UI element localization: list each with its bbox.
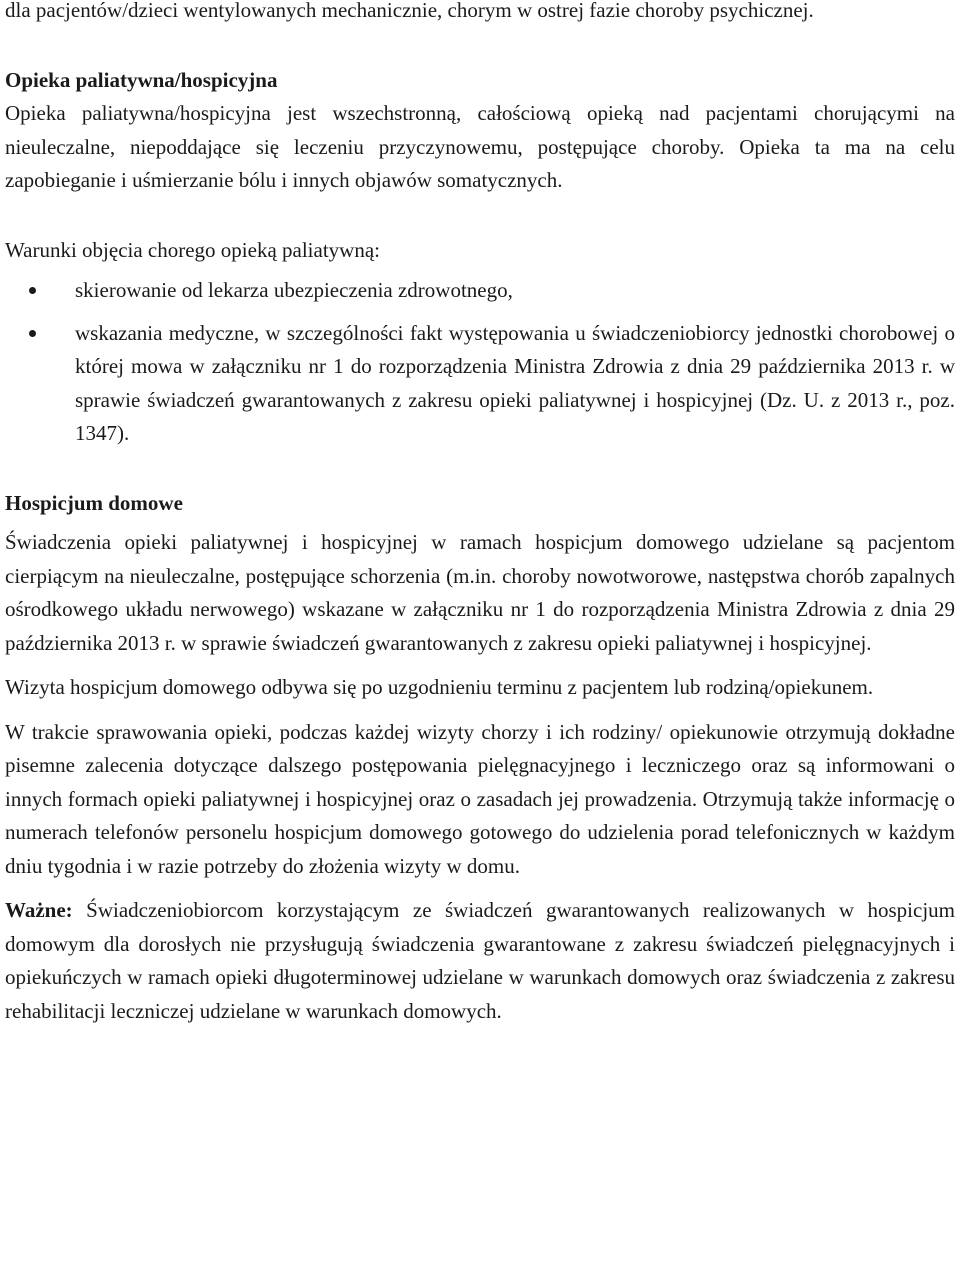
- palliative-heading: Opieka paliatywna/hospicyjna: [5, 67, 278, 92]
- document-page: [5, 0, 955, 1028]
- home-hospice-paragraph-2: Wizyta hospicjum domowego odbywa się po uzgodnieniu terminu z pacjentem lub rodziną/opiekunem.: [5, 675, 874, 699]
- home-hospice-paragraph-3: W trakcie sprawowania opieki, podczas każdej wizyty chorzy i ich rodziny/ opiekunowie otrzymują dokładne pisemne zalecenia dotyczące dalszego postępowania pielęgnacyjnego i leczniczego oraz są informowani o innych formach opieki paliatywnej i hospicyjnej oraz o zasadach jej prowadzenia. Otrzymują także informację o numerach telefonów personelu hospicjum domowego gotowego do udzielenia porad telefonicznych w każdym dniu tygodnia i w razie potrzeby do złożenia wizyty w domu.: [5, 719, 955, 878]
- important-note: [5, 894, 955, 1028]
- list-item: [5, 317, 955, 451]
- important-label: Ważne:: [5, 898, 73, 922]
- bullet-icon: [29, 287, 36, 294]
- palliative-paragraph: Opieka paliatywna/hospicyjna jest wszechstronną, całościową opieką nad pacjentami chorującymi na nieuleczalne, niepoddające się leczeniu przyczynowemu, postępujące choroby. Opieka ta ma na celu zapobieganie i uśmierzanie bólu i innych objawów somatycznych.: [5, 101, 955, 192]
- conditions-list: [5, 274, 955, 451]
- bullet-icon: [29, 330, 36, 337]
- intro-fragment: dla pacjentów/dzieci wentylowanych mechanicznie, chorym w ostrej fazie choroby psychicznej.: [5, 0, 814, 22]
- important-text: Świadczeniobiorcom korzystającym ze świadczeń gwarantowanych realizowanych w hospicjum domowym dla dorosłych nie przysługują świadczenia gwarantowane z zakresu świadczeń pielęgnacyjnych i opiekuńczych w ramach opieki długoterminowej udzielane w warunkach domowych oraz świadczenia z zakresu rehabilitacji leczniczej udzielane w warunkach domowych.: [5, 898, 955, 1023]
- home-hospice-paragraph-1: Świadczenia opieki paliatywnej i hospicyjnej w ramach hospicjum domowego udzielane są pacjentom cierpiącym na nieuleczalne, postępujące schorzenia (m.in. choroby nowotworowe, następstwa chorób zapalnych ośrodkowego układu nerwowego) wskazane w załączniku nr 1 do rozporządzenia Ministra Zdrowia z dnia 29 października 2013 r. w sprawie świadczeń gwarantowanych z zakresu opieki paliatywnej i hospicyjnej.: [5, 530, 955, 655]
- list-item: [5, 274, 955, 308]
- home-hospice-heading: Hospicjum domowe: [5, 490, 183, 515]
- condition-text: wskazania medyczne, w szczególności fakt występowania u świadczeniobiorcy jednostki chorobowej o której mowa w załączniku nr 1 do rozporządzenia Ministra Zdrowia z dnia 29 października 2013 r. w sprawie świadczeń gwarantowanych z zakresu opieki paliatywnej i hospicyjnej (Dz. U. z 2013 r., poz. 1347).: [75, 320, 955, 445]
- conditions-intro: Warunki objęcia chorego opieką paliatywną:: [5, 237, 380, 262]
- condition-text: skierowanie od lekarza ubezpieczenia zdrowotnego,: [75, 278, 513, 302]
